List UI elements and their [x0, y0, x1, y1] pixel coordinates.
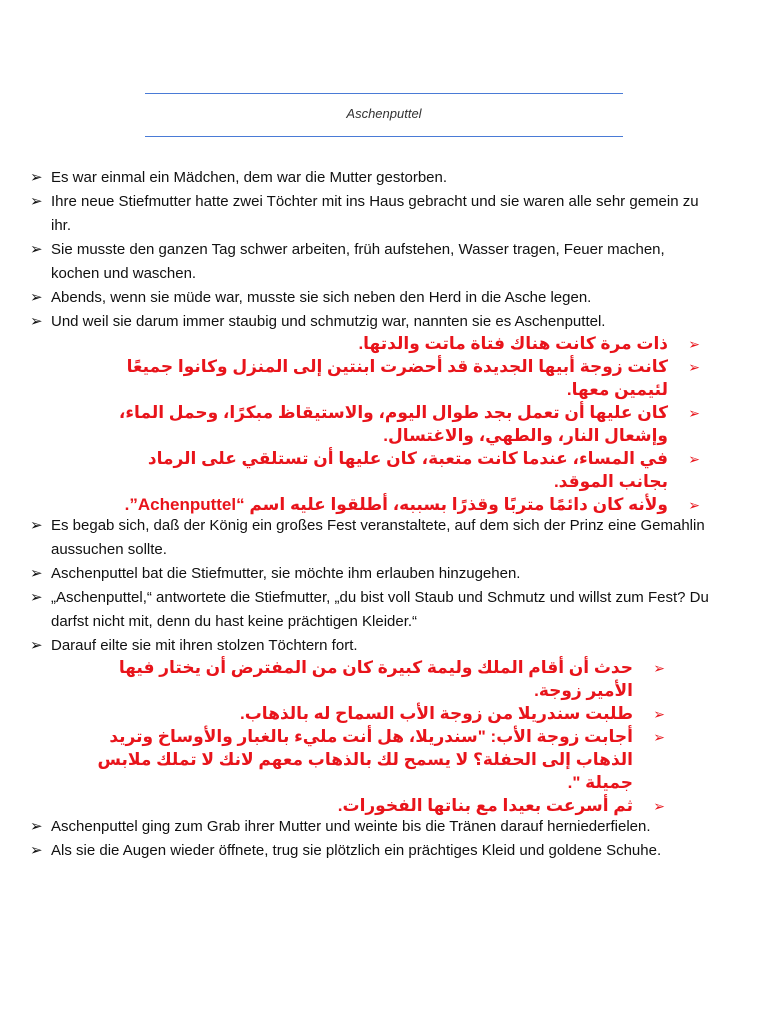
arabic-item-text: كان عليها أن تعمل بجد طوال اليوم، والاستيقاظ مبكرًا، وحمل الماء، وإشعال النار، والطهي، والاغتسال. — [118, 403, 668, 445]
bullet-arrow-icon: ➢ — [653, 798, 665, 814]
arabic-list-item — [90, 656, 675, 702]
bullet-arrow-icon: ➢ — [688, 336, 700, 352]
arabic-list-item — [100, 332, 700, 355]
title-rule-top — [145, 93, 623, 94]
bullet-arrow-icon: ➢ — [30, 589, 43, 606]
arabic-list-item — [100, 447, 700, 493]
bullet-arrow-icon: ➢ — [30, 637, 43, 654]
arabic-list-item — [100, 401, 700, 447]
german-list-item — [30, 514, 710, 562]
german-list-item — [30, 634, 710, 658]
arabic-item-text: ولأنه كان دائمًا متربًا وقذرًا بسببه، أطلقوا عليه اسم “Achenputtel”. — [124, 495, 668, 514]
german-list-item — [30, 839, 710, 863]
bullet-arrow-icon: ➢ — [688, 497, 700, 513]
arabic-list-item — [100, 355, 700, 401]
german-item-text: Aschenputtel ging zum Grab ihrer Mutter und weinte bis die Tränen darauf herniederfielen. — [51, 818, 651, 835]
german-item-text: Darauf eilte sie mit ihren stolzen Töchtern fort. — [51, 637, 358, 654]
bullet-arrow-icon: ➢ — [30, 193, 43, 210]
bullet-arrow-icon: ➢ — [30, 517, 43, 534]
german-paragraph-list-1 — [30, 166, 710, 334]
german-paragraph-list-3 — [30, 815, 710, 863]
arabic-item-text: حدث أن أقام الملك وليمة كبيرة كان من المفترض أن يختار فيها الأمير زوجة. — [118, 658, 633, 700]
bullet-arrow-icon: ➢ — [688, 359, 700, 375]
arabic-item-text: ذات مرة كانت هناك فتاة ماتت والدتها. — [358, 334, 668, 353]
german-paragraph-list-2 — [30, 514, 710, 658]
german-item-text: Es war einmal ein Mädchen, dem war die Mutter gestorben. — [51, 169, 448, 186]
german-item-text: Und weil sie darum immer staubig und schmutzig war, nannten sie es Aschenputtel. — [51, 313, 606, 330]
german-item-text: Als sie die Augen wieder öffnete, trug sie plötzlich ein prächtiges Kleid und goldene Schuhe. — [51, 842, 662, 859]
arabic-item-text: أجابت زوجة الأب: "سندريلا، هل أنت مليء بالغبار والأوساخ وتريد الذهاب إلى الحفلة؟ لا يسمح لك بالذهاب معهم لانك لا تملك ملابس جميلة ". — [97, 727, 633, 792]
german-list-item — [30, 310, 710, 334]
bullet-arrow-icon: ➢ — [30, 289, 43, 306]
arabic-item-text: في المساء، عندما كانت متعبة، كان عليها أن تستلقي على الرماد بجانب الموقد. — [147, 449, 668, 491]
arabic-paragraph-list-1 — [100, 332, 700, 516]
german-item-text: „Aschenputtel,“ antwortete die Stiefmutter, „du bist voll Staub und Schmutz und willst zum Fest? Du darfst nicht mit, denn du hast keine prächtigen Kleider.“ — [51, 589, 709, 630]
german-list-item — [30, 562, 710, 586]
bullet-arrow-icon: ➢ — [30, 169, 43, 186]
bullet-arrow-icon: ➢ — [30, 842, 43, 859]
german-list-item — [30, 190, 710, 238]
german-list-item — [30, 238, 710, 286]
german-list-item — [30, 286, 710, 310]
bullet-arrow-icon: ➢ — [653, 706, 665, 722]
german-item-text: Abends, wenn sie müde war, musste sie sich neben den Herd in die Asche legen. — [51, 289, 592, 306]
arabic-list-item — [100, 493, 700, 516]
arabic-list-item — [90, 794, 675, 817]
arabic-list-item — [90, 725, 675, 794]
title-rule-bottom — [145, 136, 623, 137]
german-item-text: Sie musste den ganzen Tag schwer arbeiten, früh aufstehen, Wasser tragen, Feuer machen, kochen und waschen. — [51, 241, 665, 282]
bullet-arrow-icon: ➢ — [688, 451, 700, 467]
bullet-arrow-icon: ➢ — [30, 565, 43, 582]
bullet-arrow-icon: ➢ — [30, 241, 43, 258]
bullet-arrow-icon: ➢ — [653, 660, 665, 676]
german-item-text: Aschenputtel bat die Stiefmutter, sie möchte ihm erlauben hinzugehen. — [51, 565, 521, 582]
document-title: Aschenputtel — [346, 106, 422, 121]
bullet-arrow-icon: ➢ — [653, 729, 665, 745]
bullet-arrow-icon: ➢ — [30, 818, 43, 835]
german-item-text: Es begab sich, daß der König ein großes Fest veranstaltete, auf dem sich der Prinz eine Gemahlin aussuchen sollte. — [51, 517, 705, 558]
bullet-arrow-icon: ➢ — [688, 405, 700, 421]
german-list-item — [30, 166, 710, 190]
arabic-item-text: كانت زوجة أبيها الجديدة قد أحضرت ابنتين إلى المنزل وكانوا جميعًا لئيمين معها. — [126, 357, 668, 399]
arabic-paragraph-list-2 — [90, 656, 675, 817]
arabic-item-text: طلبت سندريلا من زوجة الأب السماح له بالذهاب. — [240, 704, 633, 723]
arabic-list-item — [90, 702, 675, 725]
german-list-item — [30, 815, 710, 839]
bullet-arrow-icon: ➢ — [30, 313, 43, 330]
german-list-item — [30, 586, 710, 634]
arabic-item-text: ثم أسرعت بعيدا مع بناتها الفخورات. — [337, 796, 633, 815]
german-item-text: Ihre neue Stiefmutter hatte zwei Töchter mit ins Haus gebracht und sie waren alle sehr gemein zu ihr. — [51, 193, 699, 234]
